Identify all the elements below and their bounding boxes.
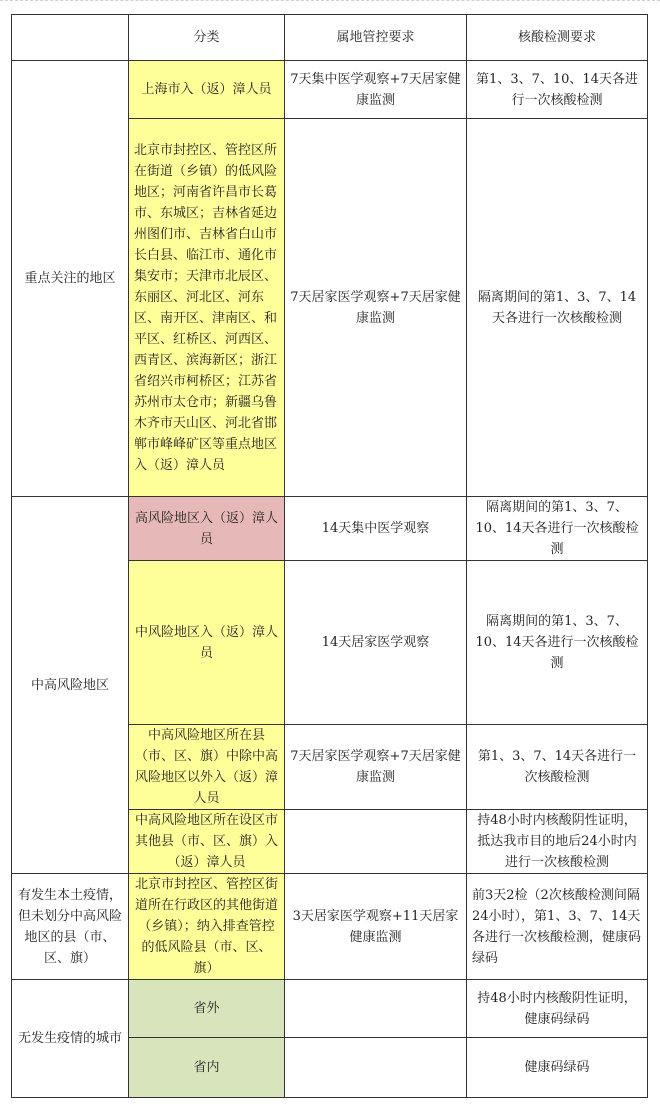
category-cell: 北京市封控区、管控区所在街道（乡镇）的低风险地区；河南省许昌市长葛市、东城区；吉林省延边州图们市、吉林省白山市长白县、临江市、通化市集安市；天津市北辰区、东丽区、河北区、河东区、南开区、津南区、和平区、红桥区、河西区、西青区、滨海新区；浙江省绍兴市柯桥区；江苏省苏州市太仓市；新疆乌鲁木齐市天山区、河北省邯郸市峰峰矿区等重点地区入（返）漳人员 [129,119,285,497]
page-top-border [0,0,660,3]
table-row [12,497,648,561]
category-cell: 省内 [129,1038,285,1098]
control-cell: 7天集中医学观察+7天居家健康监测 [285,61,467,119]
control-cell: 3天居家医学观察+11天居家健康监测 [285,874,467,980]
group-key-areas: 重点关注的地区 [12,61,129,497]
group-no-outbreak: 无发生疫情的城市 [12,980,129,1098]
table-row [12,980,648,1038]
header-category: 分类 [129,15,285,61]
test-cell: 健康码绿码 [467,1038,648,1098]
control-cell: 7天居家医学观察+7天居家健康监测 [285,725,467,810]
test-cell: 第1、3、7、10、14天各进行一次核酸检测 [467,61,648,119]
category-cell: 中风险地区入（返）漳人员 [129,561,285,725]
test-cell: 持48小时内核酸阴性证明，健康码绿码 [467,980,648,1038]
control-cell: 14天集中医学观察 [285,497,467,561]
category-cell: 北京市封控区、管控区街道所在行政区的其他街道（乡镇）；纳入排查管控的低风险县（市、区、旗） [129,874,285,980]
policy-table [11,14,648,1098]
control-cell: 7天居家医学观察+7天居家健康监测 [285,119,467,497]
control-cell: 14天居家医学观察 [285,561,467,725]
category-cell: 中高风险地区所在设区市其他县（市、区、旗）入（返）漳人员 [129,810,285,874]
category-cell: 中高风险地区所在县（市、区、旗）中除中高风险地区以外入（返）漳人员 [129,725,285,810]
category-cell: 省外 [129,980,285,1038]
test-cell: 第1、3、7、14天各进行一次核酸检测 [467,725,648,810]
test-cell: 前3天2检（2次核酸检测间隔24小时），第1、3、7、14天各进行一次核酸检测，健康码绿码 [467,874,648,980]
header-control: 属地管控要求 [285,15,467,61]
control-cell [285,980,467,1038]
test-cell: 持48小时内核酸阴性证明，抵达我市目的地后24小时内进行一次核酸检测 [467,810,648,874]
group-mid-high-risk: 中高风险地区 [12,497,129,874]
category-cell: 高风险地区入（返）漳人员 [129,497,285,561]
test-cell: 隔离期间的第1、3、7、14天各进行一次核酸检测 [467,119,648,497]
header-region [12,15,129,61]
header-testing: 核酸检测要求 [467,15,648,61]
control-cell [285,1038,467,1098]
control-cell [285,810,467,874]
test-cell: 隔离期间的第1、3、7、10、14天各进行一次核酸检测 [467,561,648,725]
header-row [12,15,648,61]
table-row [12,61,648,119]
test-cell: 隔离期间的第1、3、7、10、14天各进行一次核酸检测 [467,497,648,561]
table-row [12,874,648,980]
category-cell: 上海市入（返）漳人员 [129,61,285,119]
group-local-outbreak: 有发生本土疫情，但未划分中高风险地区的县（市、区、旗） [12,874,129,980]
